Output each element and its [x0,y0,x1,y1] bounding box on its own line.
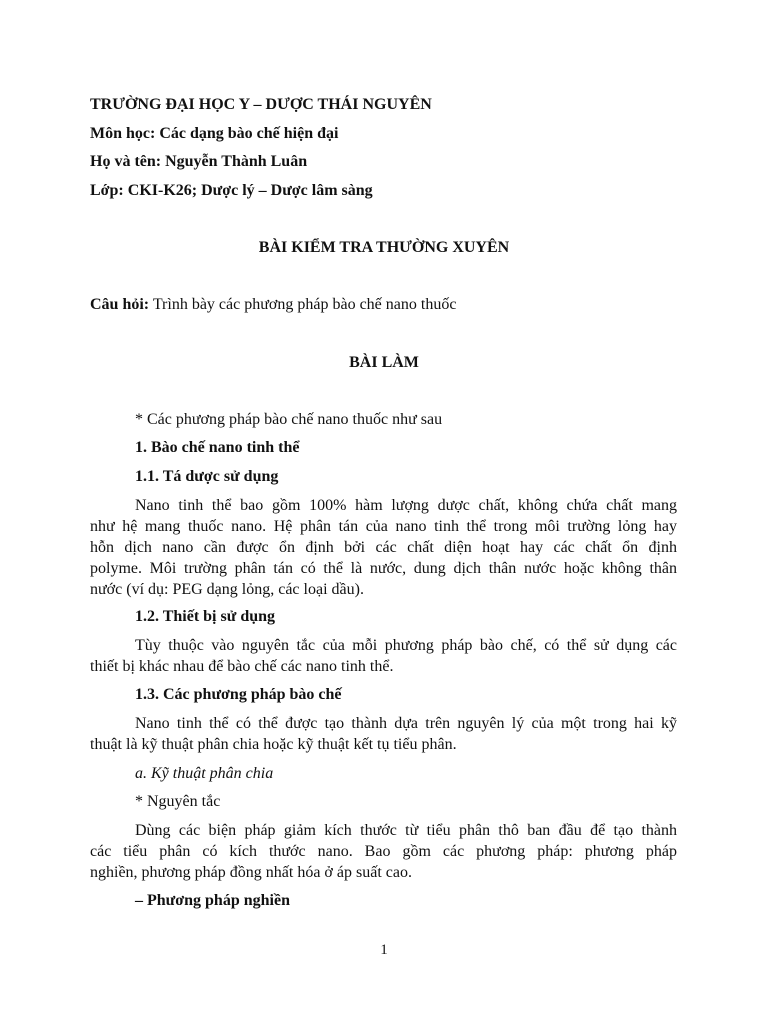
question-line [90,294,456,315]
class-line: Lớp: CKI-K26; Dược lý – Dược lâm sàng [90,182,373,199]
paragraph-principle [90,820,677,883]
paragraph-excipients [90,495,677,600]
intro-line: * Các phương pháp bào chế nano thuốc như sau [135,411,443,428]
paragraph-line: Nano tinh thể có thể được tạo thành dựa trên nguyên lý của một trong hai kỹ [135,715,677,732]
paragraph-line: polyme. Môi trường phân tán có thể là nước, dung dịch thân nước hoặc không thân [90,560,677,577]
section-1-2-heading: 1.2. Thiết bị sử dụng [135,608,276,625]
answer-title: BÀI LÀM [349,354,419,371]
exam-title: BÀI KIỂM TRA THƯỜNG XUYÊN [258,239,510,256]
section-1-1-heading: 1.1. Tá dược sử dụng [135,468,279,485]
paragraph-line: hỗn dịch nano cần được ổn định bởi các chất diện hoạt hay các chất ổn định [90,539,677,556]
paragraph-line: nghiền, phương pháp đồng nhất hóa ở áp suất cao. [90,864,412,881]
paragraph-line: các tiểu phân có kích thước nano. Bao gồm các phương pháp: phương pháp [90,843,677,860]
student-name: Họ và tên: Nguyễn Thành Luân [90,153,308,170]
paragraph-line: thuật là kỹ thuật phân chia hoặc kỹ thuật kết tụ tiểu phân. [90,736,457,753]
page-number: 1 [380,942,388,958]
paragraph-methods [90,713,677,755]
question-text: Trình bày các phương pháp bào chế nano thuốc [149,296,457,313]
paragraph-line: nước (ví dụ: PEG dạng lỏng, các loại dầu). [90,581,364,598]
section-1-heading: 1. Bào chế nano tinh thể [135,439,300,456]
subsection-a-heading: a. Kỹ thuật phân chia [135,765,274,782]
method-heading: – Phương pháp nghiền [135,892,290,909]
principle-label: * Nguyên tắc [135,793,221,810]
paragraph-equipment [90,635,677,677]
paragraph-line: thiết bị khác nhau để bào chế các nano tinh thể. [90,658,394,675]
paragraph-line: như hệ mang thuốc nano. Hệ phân tán của nano tinh thể trong môi trường lỏng hay [90,518,677,535]
subject-line: Môn học: Các dạng bào chế hiện đại [90,125,339,142]
paragraph-line: Nano tinh thể bao gồm 100% hàm lượng dược chất, không chứa chất mang [135,497,677,514]
section-1-3-heading: 1.3. Các phương pháp bào chế [135,686,342,703]
paragraph-line: Tùy thuộc vào nguyên tắc của mỗi phương pháp bào chế, có thể sử dụng các [135,637,677,654]
school-name: TRƯỜNG ĐẠI HỌC Y – DƯỢC THÁI NGUYÊN [90,96,432,113]
paragraph-line: Dùng các biện pháp giảm kích thước từ tiểu phân thô ban đầu để tạo thành [135,822,677,839]
question-label: Câu hỏi: [90,296,150,313]
